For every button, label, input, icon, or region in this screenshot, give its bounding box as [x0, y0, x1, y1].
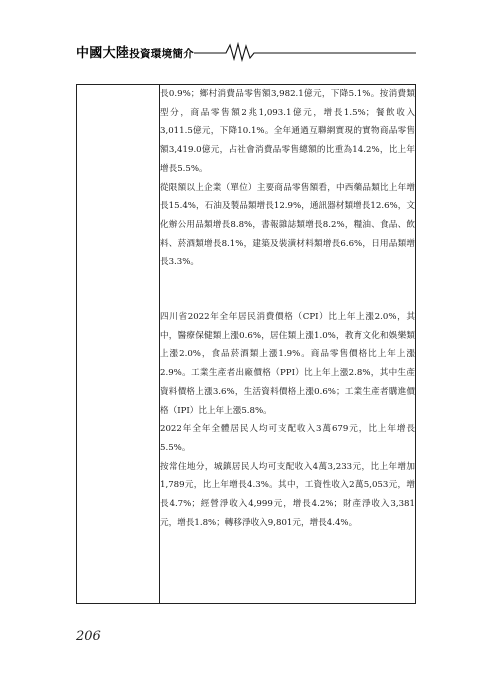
running-header: [76, 40, 416, 62]
heartbeat-line-icon: [76, 40, 416, 62]
paragraph-cpi: 四川省2022年全年居民消費價格（CPI）比上年上漲2.0%，其中，醫療保健類上漲0.6%，居住類上漲1.0%，教育文化和娛樂類上漲2.0%，食品菸酒類上漲1.9%。商品零售價格比上年上漲2.9%。工業生產者出廠價格（PPI）比上年上漲2.8%，其中生產資料價格上漲3.6%，生活資料價格上漲0.6%；工業生產者購進價格（IPI）比上年上漲5.8%。: [160, 312, 415, 416]
table-right-column: [160, 85, 416, 604]
page-number: 206: [76, 629, 101, 644]
paragraph-retail-categories: 從限額以上企業（單位）主要商品零售額看，中西藥品類比上年增長15.4%，石油及製品類增長12.9%，通訊器材類增長12.6%，文化辦公用品類增長8.8%，書報雜誌類增長8.2%，糧油、食品、飲料、菸酒類增長8.1%，建築及裝潢材料類增長6.6%，日用品類增長3.3%。: [160, 182, 415, 268]
paragraph-retail-sales: 長0.9%；鄉村消費品零售額3,982.1億元，下降5.1%。按消費類型分，商品零售額2兆1,093.1億元，增長1.5%；餐飲收入3,011.5億元，下降10.1%。全年通過互聯網實現的實物商品零售額3,419.0億元，占社會消費品零售總額的比重為14.2%，比上年增長5.5%。: [160, 89, 415, 174]
paragraph-income-urban: 按常住地分，城鎮居民人均可支配收入4萬3,233元，比上年增加1,789元，比上年增長4.3%。其中，工資性收入2萬5,053元，增長4.7%；經營淨收入4,999元，增長4.2%；財產淨收入3,381元，增長1.8%；轉移淨收入9,801元，增長4.4%。: [160, 461, 415, 528]
content-table: [76, 84, 416, 604]
table-left-column: [77, 85, 160, 604]
header-title-main: 中國大陸: [76, 46, 130, 61]
paragraph-gap: [160, 272, 415, 308]
paragraph-income-total: 2022年全年全體居民人均可支配收入3萬679元，比上年增長5.5%。: [160, 424, 415, 453]
header-title-sub: 投資環境簡介: [129, 48, 195, 60]
